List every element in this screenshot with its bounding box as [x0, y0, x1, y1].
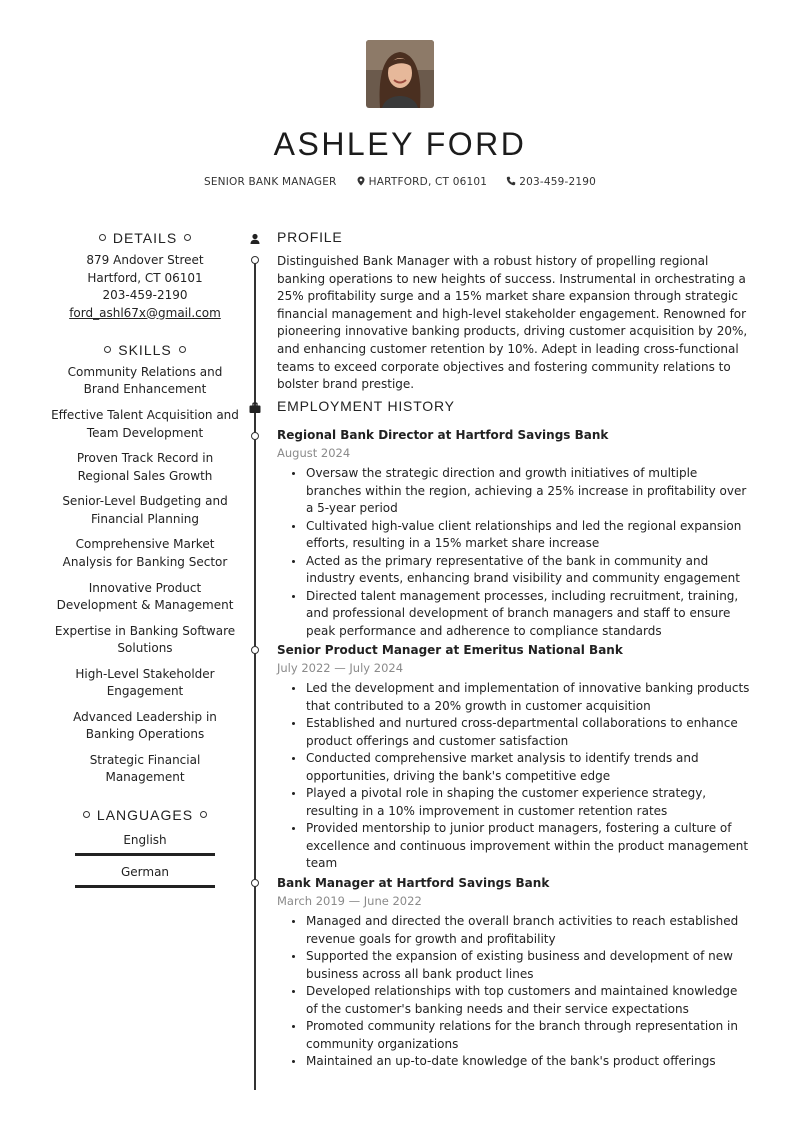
- skill-item: Comprehensive Market Analysis for Banking Sector: [62, 537, 228, 569]
- skill-item: Effective Talent Acquisition and Team Development: [51, 408, 239, 440]
- employment-heading: EMPLOYMENT HISTORY: [277, 398, 455, 414]
- job-title: Bank Manager at Hartford Savings Bank: [277, 876, 550, 890]
- skill-item: Senior-Level Budgeting and Financial Planning: [62, 494, 228, 526]
- skill-item: Advanced Leadership in Banking Operations: [73, 709, 217, 742]
- job-bullet: Oversaw the strategic direction and growth initiatives of multiple branches within the region, achieving a 25% increase in profitability over a 5-year period: [306, 465, 752, 518]
- phone-icon: [506, 176, 516, 186]
- timeline-dot-icon: [251, 879, 259, 887]
- skill-item: Proven Track Record in Regional Sales Growth: [76, 451, 214, 483]
- skill-item: Community Relations and Brand Enhancement: [67, 365, 223, 397]
- job-bullet: Promoted community relations for the branch through representation in community organizations: [306, 1018, 752, 1053]
- job-bullets: [277, 913, 752, 1071]
- job-title: SENIOR BANK MANAGER: [203, 176, 337, 188]
- job-bullet: Supported the expansion of existing business and development of new business across all bank product lines: [306, 948, 752, 983]
- location-pin-icon: [356, 176, 366, 186]
- job-title: Regional Bank Director at Hartford Savings Bank: [277, 428, 609, 442]
- job-entry: [277, 427, 752, 640]
- details-phone: 203-459-2190: [102, 288, 188, 302]
- heading-dot-icon: [104, 346, 111, 353]
- job-bullet: Led the development and implementation of innovative banking products that contributed to a 20% growth in customer acquisition: [306, 680, 752, 715]
- address-line2: Hartford, CT 06101: [87, 270, 203, 285]
- language-item: English: [123, 832, 167, 847]
- skill-item: High-Level Stakeholder Engagement: [75, 666, 215, 699]
- job-entry: [277, 875, 752, 1071]
- job-bullets: [277, 465, 752, 640]
- language-level-bar: [75, 885, 215, 888]
- address-line1: 879 Andover Street: [86, 253, 204, 267]
- job-bullet: Directed talent management processes, including recruitment, training, and professional development of branch managers and staff to ensure peak performance and adherence to compliance standards: [306, 588, 752, 641]
- contact-line: [0, 176, 800, 188]
- job-bullet: Established and nurtured cross-departmental collaborations to enhance product offerings and customer satisfaction: [306, 715, 752, 750]
- sidebar: [50, 228, 240, 893]
- job-bullet: Provided mentorship to junior product managers, fostering a culture of excellence and continuous improvement within the product management team: [306, 820, 752, 873]
- location: HARTFORD, CT 06101: [368, 176, 488, 188]
- briefcase-icon: [248, 401, 262, 415]
- heading-dot-icon: [99, 234, 106, 241]
- profile-photo: [366, 40, 434, 108]
- heading-dot-icon: [179, 346, 186, 353]
- details-heading: DETAILS: [50, 228, 240, 248]
- profile-summary: Distinguished Bank Manager with a robust history of propelling regional banking operations to new heights of success. Instrumental in orchestrating a 25% profitability surge and a 15% market share expansion through strategic financial management and high-level stakeholder engagement. Renowned for pioneering innovative banking products, driving customer acquisition by 20%, and enhancing customer retention by 10%. Adept in leading cross-functional teams to exceed corporate objectives and fostering community relations to bolster brand prestige.: [277, 254, 748, 392]
- skills-heading: SKILLS: [50, 340, 240, 360]
- email-link[interactable]: ford_ashl67x@gmail.com: [69, 305, 221, 320]
- job-bullet: Developed relationships with top customers and maintained knowledge of the customer's banking needs and their service expectations: [306, 983, 752, 1018]
- timeline-dot-icon: [251, 646, 259, 654]
- heading-dot-icon: [83, 811, 90, 818]
- skill-item: Strategic Financial Management: [89, 752, 201, 785]
- job-bullet: Maintained an up-to-date knowledge of the bank's product offerings: [306, 1053, 752, 1071]
- timeline-dot-icon: [251, 256, 259, 264]
- job-dates: July 2022 — July 2024: [277, 661, 404, 675]
- job-dates: August 2024: [277, 446, 351, 460]
- job-bullet: Managed and directed the overall branch activities to reach established revenue goals for growth and profitability: [306, 913, 752, 948]
- candidate-name: ASHLEY FORD: [273, 126, 527, 162]
- job-bullets: [277, 680, 752, 873]
- timeline-dot-icon: [251, 432, 259, 440]
- job-dates: March 2019 — June 2022: [277, 894, 422, 908]
- job-bullet: Acted as the primary representative of the bank in community and industry events, enhancing brand visibility and community engagement: [306, 553, 752, 588]
- person-icon: [248, 232, 262, 246]
- language-level-bar: [75, 853, 215, 856]
- timeline-line: [254, 262, 256, 1090]
- header-phone: 203-459-2190: [519, 176, 597, 188]
- job-bullet: Cultivated high-value client relationships and led the regional expansion efforts, resulting in a 15% market share increase: [306, 518, 752, 553]
- language-item: German: [120, 864, 170, 879]
- job-bullet: Played a pivotal role in shaping the customer experience strategy, resulting in a 10% improvement in customer retention rates: [306, 785, 752, 820]
- skill-item: Expertise in Banking Software Solutions: [54, 623, 236, 656]
- job-entry: [277, 642, 752, 873]
- heading-dot-icon: [200, 811, 207, 818]
- heading-dot-icon: [184, 234, 191, 241]
- job-title: Senior Product Manager at Emeritus National Bank: [277, 643, 623, 657]
- job-bullet: Conducted comprehensive market analysis to identify trends and opportunities, driving the bank's competitive edge: [306, 750, 752, 785]
- skill-item: Innovative Product Development & Management: [56, 580, 234, 612]
- profile-heading: PROFILE: [277, 229, 343, 245]
- languages-heading: LANGUAGES: [50, 805, 240, 825]
